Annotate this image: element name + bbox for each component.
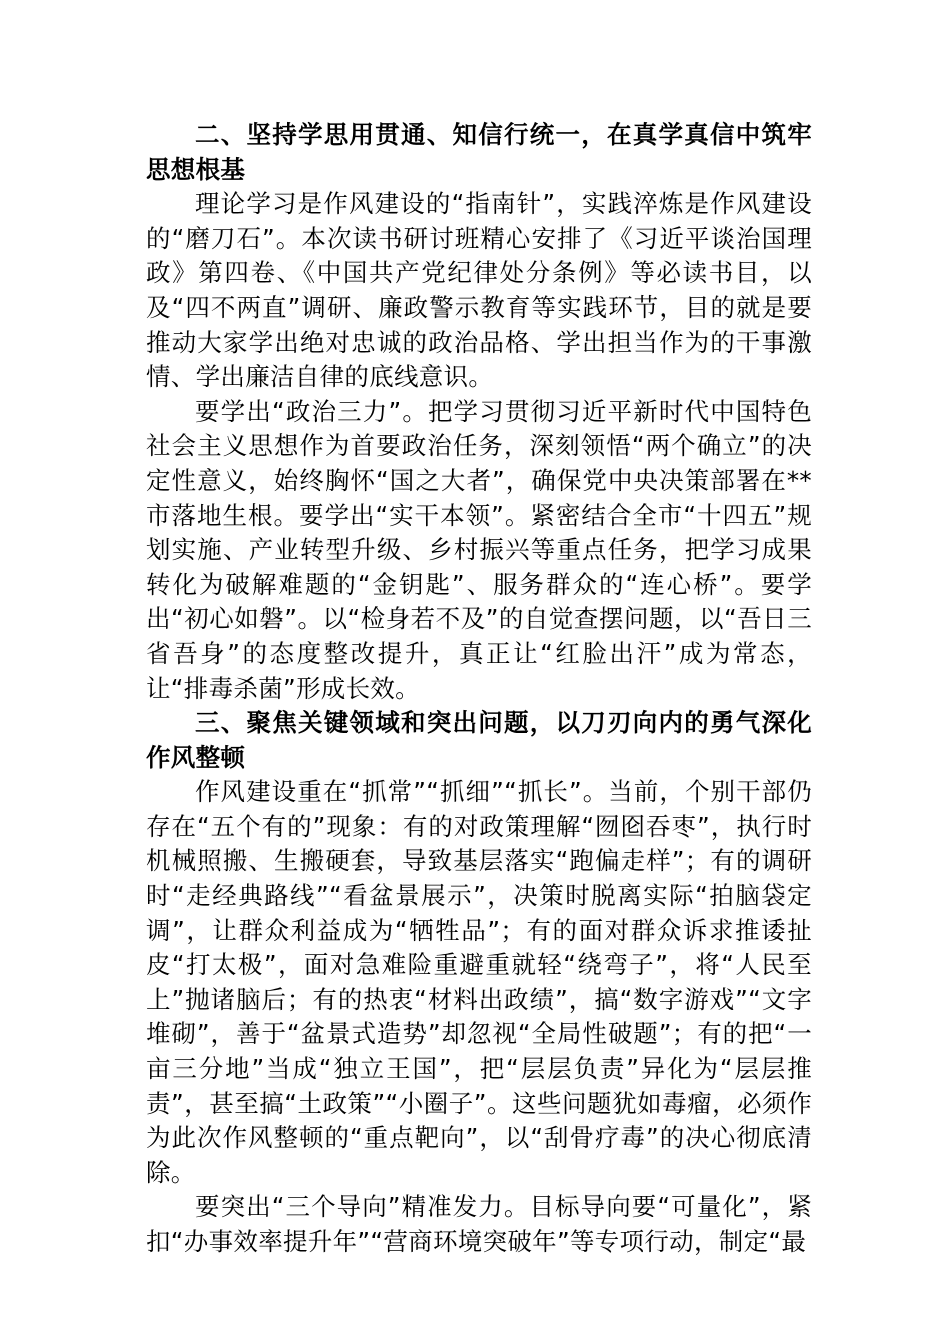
- section-heading-3: 三、聚焦关键领域和突出问题，以刀刃向内的勇气深化作风整顿: [146, 708, 812, 772]
- body-paragraph: 要学出“政治三力”。把学习贯彻习近平新时代中国特色社会主义思想作为首要政治任务，深刻领悟“两个确立”的决定性意义，始终胸怀“国之大者”，确保党中央决策部署在**市落地生根。要学出“实干本领”。紧密结合全市“十四五”规划实施、产业转型升级、乡村振兴等重点任务，把学习成果转化为破解难题的“金钥匙”、服务群众的“连心桥”。要学出“初心如磐”。以“检身若不及”的自觉查摆问题，以“吾日三省吾身”的态度整改提升，真正让“红脸出汗”成为常态，让“排毒杀菌”形成长效。: [146, 396, 812, 703]
- body-paragraph: 作风建设重在“抓常”“抓细”“抓长”。当前，个别干部仍存在“五个有的”现象：有的对政策理解“囫囵吞枣”，执行时机械照搬、生搬硬套，导致基层落实“跑偏走样”；有的调研时“走经典路线”“看盆景展示”，决策时脱离实际“拍脑袋定调”，让群众利益成为“牺牲品”；有的面对群众诉求推诿扯皮“打太极”，面对急难险重避重就轻“绕弯子”，将“人民至上”抛诸脑后；有的热衷“材料出政绩”，搞“数字游戏”“文字堆砌”，善于“盆景式造势”却忽视“全局性破题”；有的把“一亩三分地”当成“独立王国”，把“层层负责”异化为“层层推责”，甚至搞“土政策”“小圈子”。这些问题犹如毒瘤，必须作为此次作风整顿的“重点靶向”，以“刮骨疗毒”的决心彻底清除。: [146, 777, 812, 1187]
- body-paragraph: 理论学习是作风建设的“指南针”，实践淬炼是作风建设的“磨刀石”。本次读书研讨班精心安排了《习近平谈治国理政》第四卷、《中国共产党纪律处分条例》等必读书目，以及“四不两直”调研、廉政警示教育等实践环节，目的就是要推动大家学出绝对忠诚的政治品格、学出担当作为的干事激情、学出廉洁自律的底线意识。: [146, 189, 812, 392]
- section-heading-2: 二、坚持学思用贯通、知信行统一，在真学真信中筑牢思想根基: [146, 120, 812, 184]
- body-paragraph: 要突出“三个导向”精准发力。目标导向要“可量化”，紧扣“办事效率提升年”“营商环境突破年”等专项行动，制定“最: [146, 1192, 812, 1256]
